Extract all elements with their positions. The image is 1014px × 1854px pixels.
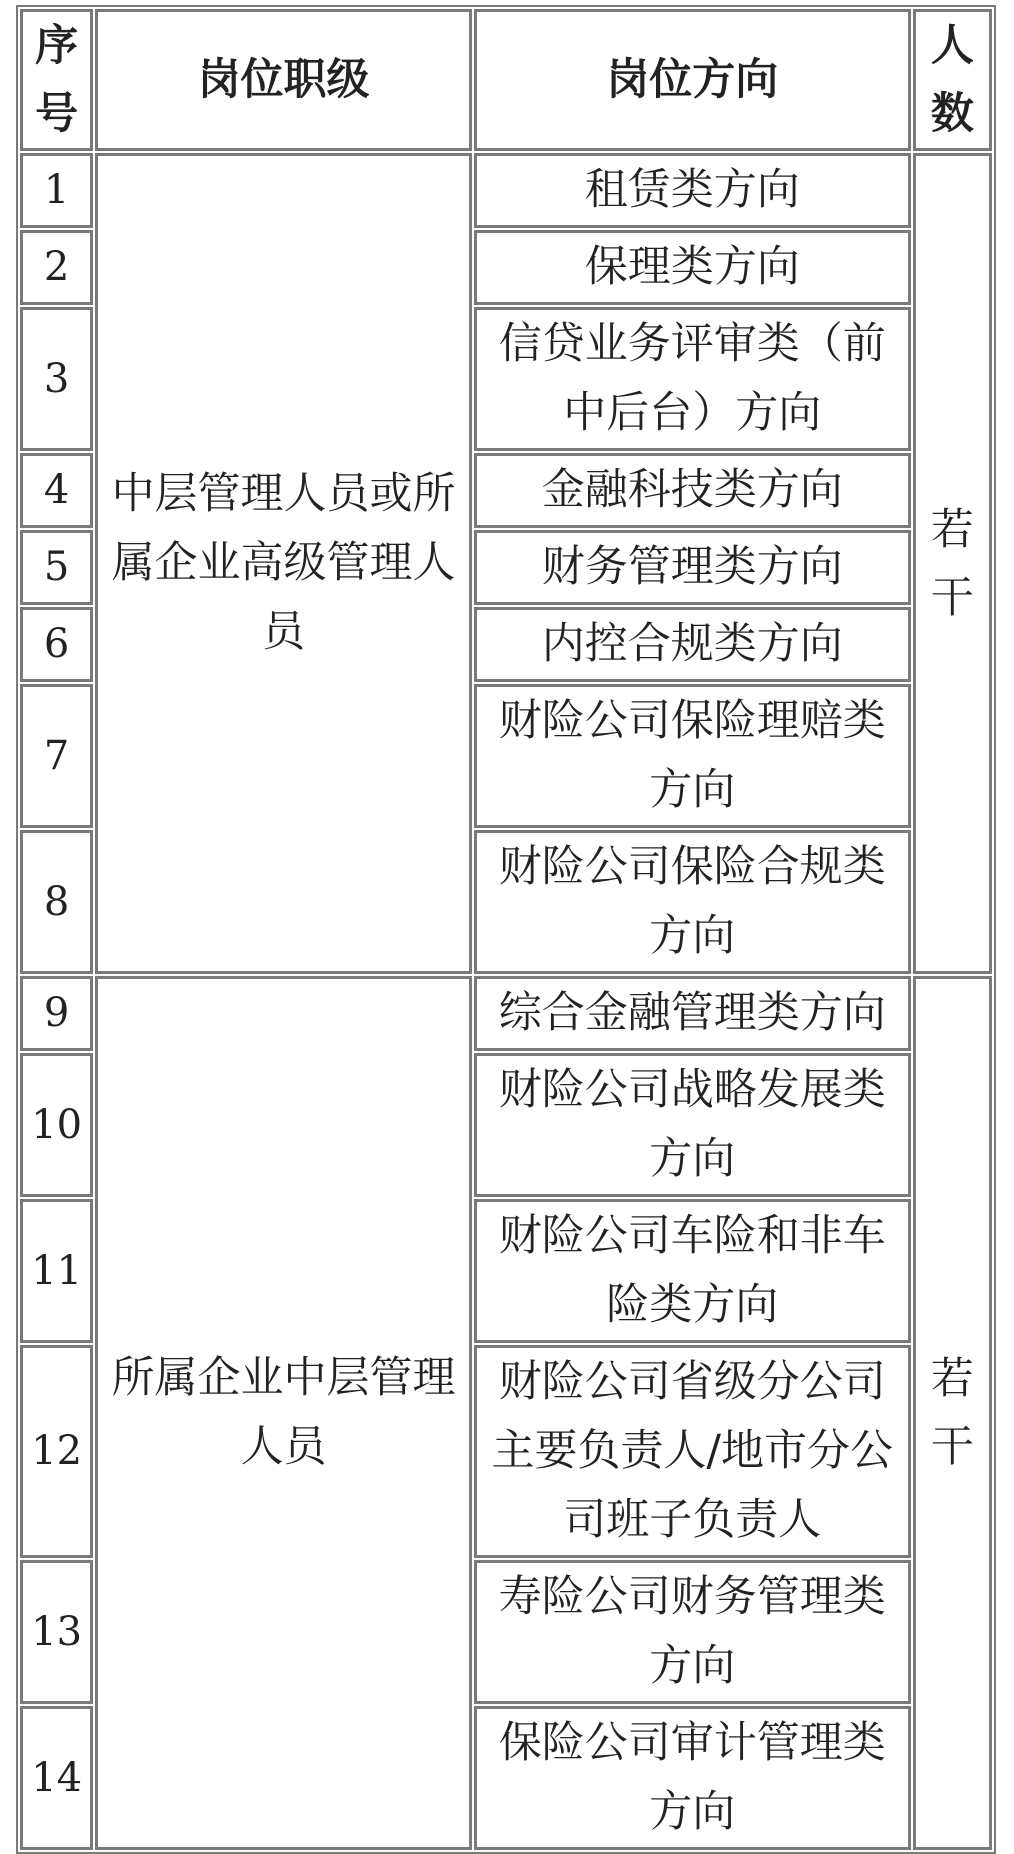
row-number: 2: [20, 230, 93, 305]
header-level: 岗位职级: [95, 9, 472, 151]
direction-cell: 综合金融管理类方向: [474, 976, 911, 1051]
row-number: 12: [20, 1345, 93, 1558]
direction-cell: 保险公司审计管理类方向: [474, 1706, 911, 1850]
group-level-cell: 中层管理人员或所属企业高级管理人员: [95, 153, 472, 974]
direction-cell: 财险公司保险理赔类方向: [474, 684, 911, 828]
row-number: 14: [20, 1706, 93, 1850]
direction-cell: 财险公司省级分公司主要负责人/地市分公司班子负责人: [474, 1345, 911, 1558]
position-table-container: [16, 5, 996, 1854]
direction-cell: 信贷业务评审类（前中后台）方向: [474, 307, 911, 451]
direction-cell: 内控合规类方向: [474, 607, 911, 682]
header-index: 序 号: [20, 9, 93, 151]
group-level-cell: 所属企业中层管理人员: [95, 976, 472, 1850]
direction-cell: 财险公司战略发展类方向: [474, 1053, 911, 1197]
row-number: 9: [20, 976, 93, 1051]
row-number: 10: [20, 1053, 93, 1197]
table-header-row: [20, 9, 992, 151]
row-number: 7: [20, 684, 93, 828]
header-count: 人 数: [913, 9, 992, 151]
row-number: 3: [20, 307, 93, 451]
row-number: 8: [20, 830, 93, 974]
direction-cell: 保理类方向: [474, 230, 911, 305]
group-count-cell: 若 干: [913, 976, 992, 1850]
header-direction: 岗位方向: [474, 9, 911, 151]
row-number: 1: [20, 153, 93, 228]
row-number: 11: [20, 1199, 93, 1343]
direction-cell: 财险公司保险合规类方向: [474, 830, 911, 974]
table-row: [20, 153, 992, 228]
group-count-cell: 若 干: [913, 153, 992, 974]
direction-cell: 财务管理类方向: [474, 530, 911, 605]
direction-cell: 租赁类方向: [474, 153, 911, 228]
row-number: 5: [20, 530, 93, 605]
row-number: 13: [20, 1560, 93, 1704]
row-number: 4: [20, 453, 93, 528]
row-number: 6: [20, 607, 93, 682]
direction-cell: 金融科技类方向: [474, 453, 911, 528]
position-table: [16, 5, 996, 1854]
table-row: [20, 976, 992, 1051]
direction-cell: 财险公司车险和非车险类方向: [474, 1199, 911, 1343]
direction-cell: 寿险公司财务管理类方向: [474, 1560, 911, 1704]
